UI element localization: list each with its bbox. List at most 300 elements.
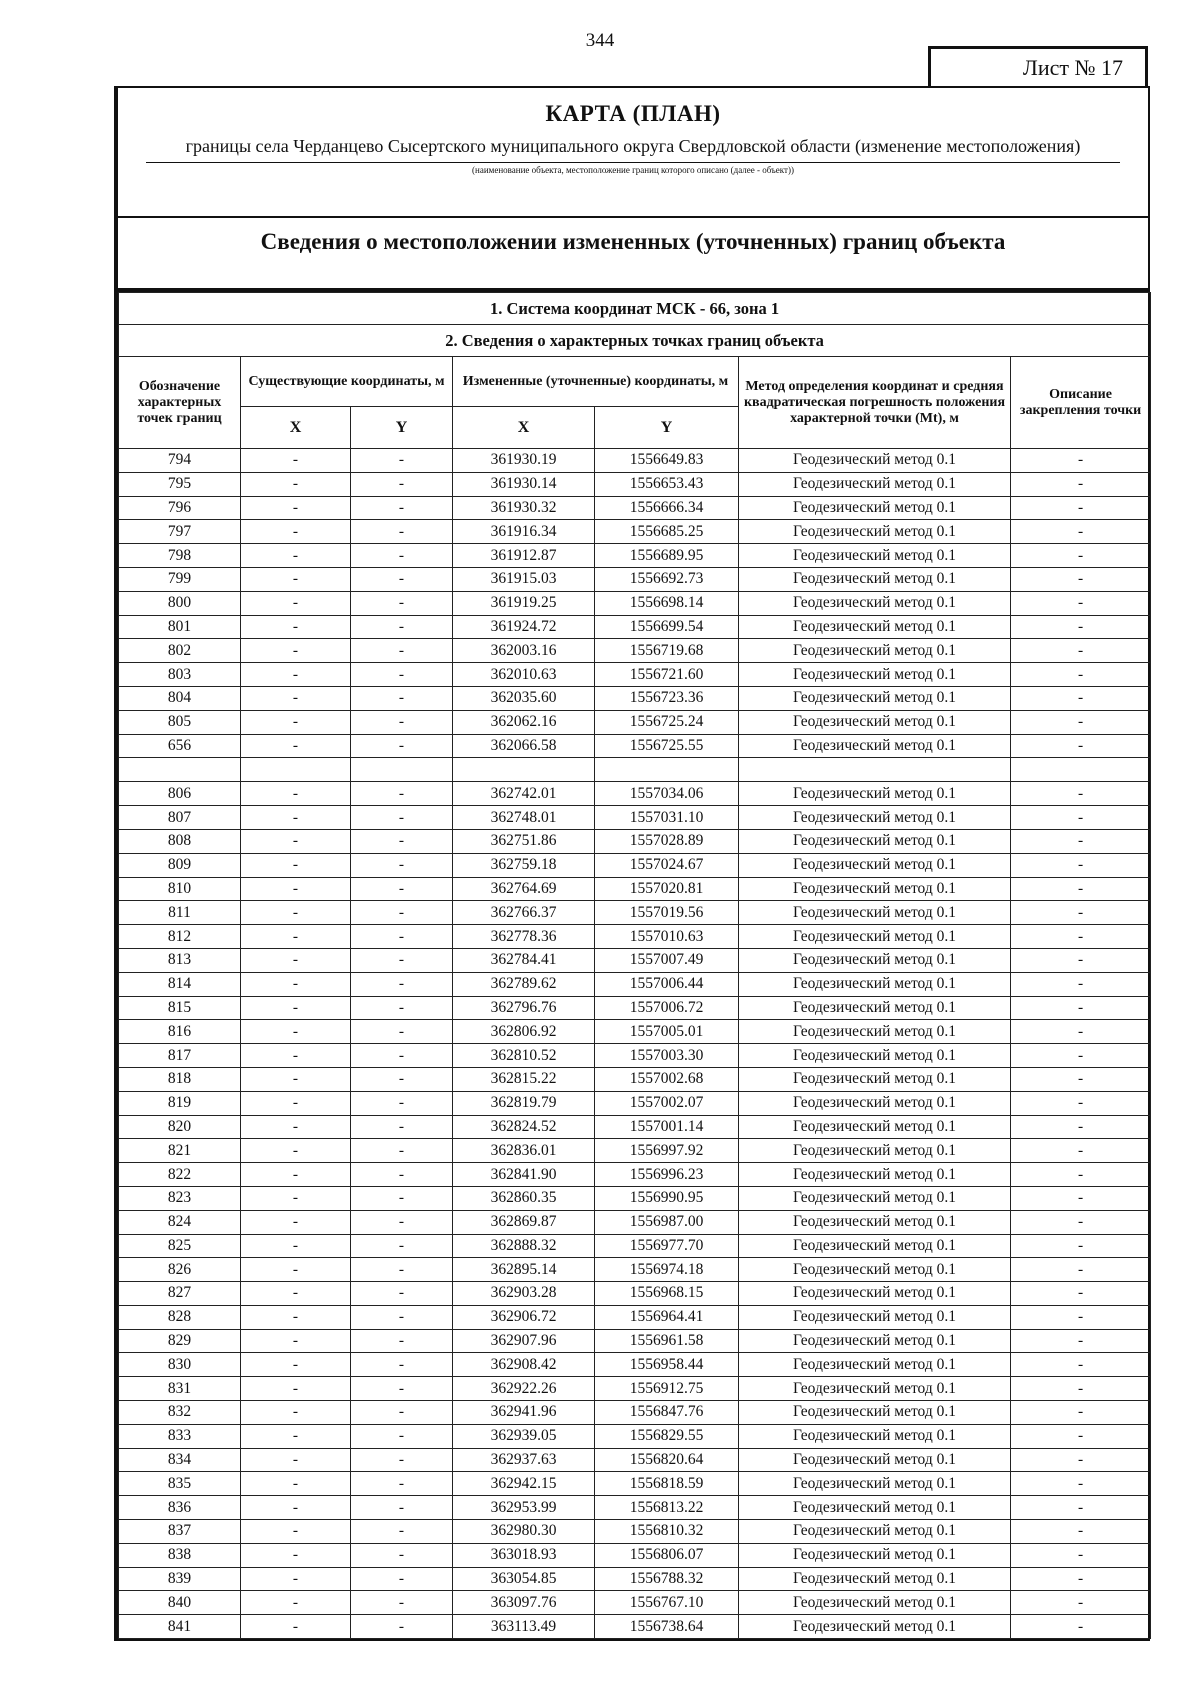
method-cell: Геодезический метод 0.1 [739, 639, 1011, 663]
table-row [119, 1186, 1151, 1210]
point-id-cell: 802 [119, 639, 241, 663]
fixing-cell: - [1011, 1234, 1151, 1258]
title-block [118, 88, 1148, 218]
table-row [119, 1305, 1151, 1329]
col-changed-header: Измененные (уточненные) координаты, м [453, 357, 739, 407]
changed-y-cell: 1557006.72 [595, 996, 739, 1020]
point-id-cell: 816 [119, 1020, 241, 1044]
fixing-cell: - [1011, 472, 1151, 496]
point-id-cell: 803 [119, 663, 241, 687]
changed-y-cell: 1556820.64 [595, 1448, 739, 1472]
changed-x-cell: 362789.62 [453, 972, 595, 996]
changed-y-cell: 1556699.54 [595, 615, 739, 639]
table-row [119, 449, 1151, 473]
changed-y-cell: 1557007.49 [595, 948, 739, 972]
table-row [119, 1329, 1151, 1353]
method-cell: Геодезический метод 0.1 [739, 806, 1011, 830]
fixing-cell: - [1011, 1258, 1151, 1282]
changed-y-cell: 1556987.00 [595, 1210, 739, 1234]
fixing-cell: - [1011, 1305, 1151, 1329]
changed-y-cell: 1556958.44 [595, 1353, 739, 1377]
existing-x-cell: - [241, 1020, 351, 1044]
point-id-cell: 795 [119, 472, 241, 496]
fixing-cell: - [1011, 877, 1151, 901]
table-row [119, 1115, 1151, 1139]
method-cell: Геодезический метод 0.1 [739, 1615, 1011, 1639]
existing-x-cell: - [241, 1234, 351, 1258]
fixing-cell: - [1011, 1496, 1151, 1520]
changed-x-cell: 361924.72 [453, 615, 595, 639]
point-id-cell: 824 [119, 1210, 241, 1234]
method-cell: Геодезический метод 0.1 [739, 472, 1011, 496]
method-cell: Геодезический метод 0.1 [739, 925, 1011, 949]
changed-x-cell: 362836.01 [453, 1139, 595, 1163]
existing-x-cell: - [241, 1329, 351, 1353]
existing-y-cell: - [351, 901, 453, 925]
table-row [119, 567, 1151, 591]
table-row [119, 1520, 1151, 1544]
method-cell: Геодезический метод 0.1 [739, 1186, 1011, 1210]
changed-x-cell: 362939.05 [453, 1424, 595, 1448]
method-cell: Геодезический метод 0.1 [739, 853, 1011, 877]
existing-x-cell: - [241, 544, 351, 568]
changed-y-cell: 1556818.59 [595, 1472, 739, 1496]
method-cell: Геодезический метод 0.1 [739, 948, 1011, 972]
existing-y-cell: - [351, 449, 453, 473]
changed-x-cell: 362742.01 [453, 782, 595, 806]
changed-y-cell: 1556806.07 [595, 1543, 739, 1567]
fixing-cell: - [1011, 1067, 1151, 1091]
col-fixing-header: Описание закрепления точки [1011, 357, 1151, 449]
existing-y-cell: - [351, 520, 453, 544]
method-cell: Геодезический метод 0.1 [739, 663, 1011, 687]
point-id-cell: 817 [119, 1044, 241, 1068]
fixing-cell: - [1011, 710, 1151, 734]
point-id-cell: 815 [119, 996, 241, 1020]
point-id-cell: 813 [119, 948, 241, 972]
changed-y-cell: 1556961.58 [595, 1329, 739, 1353]
existing-y-cell: - [351, 663, 453, 687]
existing-y-cell: - [351, 1020, 453, 1044]
table-row [119, 853, 1151, 877]
existing-x-cell: - [241, 520, 351, 544]
point-id-cell: 833 [119, 1424, 241, 1448]
point-id-cell: 809 [119, 853, 241, 877]
method-cell: Геодезический метод 0.1 [739, 1377, 1011, 1401]
existing-x-cell: - [241, 639, 351, 663]
existing-y-cell: - [351, 972, 453, 996]
changed-y-cell: 1556974.18 [595, 1258, 739, 1282]
changed-y-cell: 1557034.06 [595, 782, 739, 806]
changed-y-cell: 1557003.30 [595, 1044, 739, 1068]
method-cell: Геодезический метод 0.1 [739, 1496, 1011, 1520]
existing-y-cell: - [351, 1305, 453, 1329]
point-id-cell: 834 [119, 1448, 241, 1472]
fixing-cell: - [1011, 1567, 1151, 1591]
fixing-cell: - [1011, 496, 1151, 520]
method-cell: Геодезический метод 0.1 [739, 782, 1011, 806]
table-row [119, 639, 1151, 663]
changed-y-cell: 1557002.68 [595, 1067, 739, 1091]
changed-y-cell: 1556685.25 [595, 520, 739, 544]
point-id-cell: 826 [119, 1258, 241, 1282]
points-section-label: 2. Сведения о характерных точках границ объекта [119, 325, 1151, 357]
changed-x-cell: 362869.87 [453, 1210, 595, 1234]
existing-y-cell: - [351, 1186, 453, 1210]
existing-x-cell: - [241, 1567, 351, 1591]
changed-x-cell: 362906.72 [453, 1305, 595, 1329]
changed-y-cell: 1556738.64 [595, 1615, 739, 1639]
col-changed-y-header: Y [595, 407, 739, 449]
changed-x-cell: 363018.93 [453, 1543, 595, 1567]
existing-x-cell: - [241, 1210, 351, 1234]
method-cell: Геодезический метод 0.1 [739, 710, 1011, 734]
changed-x-cell: 362810.52 [453, 1044, 595, 1068]
method-cell: Геодезический метод 0.1 [739, 1329, 1011, 1353]
existing-y-cell: - [351, 1210, 453, 1234]
fixing-cell: - [1011, 782, 1151, 806]
method-cell: Геодезический метод 0.1 [739, 1567, 1011, 1591]
changed-y-cell: 1556689.95 [595, 544, 739, 568]
changed-y-cell: 1557001.14 [595, 1115, 739, 1139]
existing-y-cell: - [351, 1567, 453, 1591]
method-cell: Геодезический метод 0.1 [739, 1163, 1011, 1187]
existing-x-cell: - [241, 1472, 351, 1496]
point-id-cell: 806 [119, 782, 241, 806]
table-row [119, 1377, 1151, 1401]
point-id-cell: 811 [119, 901, 241, 925]
changed-y-cell: 1556977.70 [595, 1234, 739, 1258]
changed-x-cell: 361930.19 [453, 449, 595, 473]
method-cell: Геодезический метод 0.1 [739, 520, 1011, 544]
existing-x-cell: - [241, 1377, 351, 1401]
table-row [119, 1353, 1151, 1377]
existing-x-cell: - [241, 591, 351, 615]
table-row [119, 472, 1151, 496]
table-row [119, 544, 1151, 568]
fixing-cell: - [1011, 925, 1151, 949]
document-title: КАРТА (ПЛАН) [545, 101, 721, 126]
point-id-cell: 828 [119, 1305, 241, 1329]
method-cell: Геодезический метод 0.1 [739, 1234, 1011, 1258]
existing-y-cell: - [351, 1139, 453, 1163]
fixing-cell: - [1011, 1091, 1151, 1115]
method-cell: Геодезический метод 0.1 [739, 449, 1011, 473]
existing-x-cell: - [241, 925, 351, 949]
existing-x-cell: - [241, 1067, 351, 1091]
point-id-cell: 814 [119, 972, 241, 996]
table-row [119, 925, 1151, 949]
existing-y-cell: - [351, 1591, 453, 1615]
changed-y-cell: 1556767.10 [595, 1591, 739, 1615]
point-id-cell: 808 [119, 829, 241, 853]
col-method-header: Метод определения координат и средняя квадратическая погрешность положения характерной точки (Mt), м [739, 357, 1011, 449]
point-id-cell: 807 [119, 806, 241, 830]
existing-x-cell: - [241, 1615, 351, 1639]
col-existing-y-header: Y [351, 407, 453, 449]
table-row [119, 1139, 1151, 1163]
point-id-cell: 835 [119, 1472, 241, 1496]
changed-x-cell: 362937.63 [453, 1448, 595, 1472]
existing-x-cell: - [241, 1282, 351, 1306]
existing-x-cell: - [241, 1543, 351, 1567]
changed-x-cell: 361912.87 [453, 544, 595, 568]
col-designation-header: Обозначение характерных точек границ [119, 357, 241, 449]
method-cell: Геодезический метод 0.1 [739, 591, 1011, 615]
changed-x-cell: 362815.22 [453, 1067, 595, 1091]
point-id-cell: 838 [119, 1543, 241, 1567]
fixing-cell: - [1011, 639, 1151, 663]
changed-y-cell: 1556912.75 [595, 1377, 739, 1401]
table-row [119, 686, 1151, 710]
method-cell: Геодезический метод 0.1 [739, 686, 1011, 710]
point-id-cell: 823 [119, 1186, 241, 1210]
col-existing-header: Существующие координаты, м [241, 357, 453, 407]
point-id-cell: 797 [119, 520, 241, 544]
changed-y-cell: 1556810.32 [595, 1520, 739, 1544]
table-row [119, 948, 1151, 972]
table-row [119, 1282, 1151, 1306]
existing-x-cell: - [241, 948, 351, 972]
method-cell: Геодезический метод 0.1 [739, 734, 1011, 758]
changed-x-cell: 361919.25 [453, 591, 595, 615]
changed-y-cell: 1556725.24 [595, 710, 739, 734]
table-body-group-2 [119, 782, 1151, 1639]
fixing-cell: - [1011, 853, 1151, 877]
existing-y-cell: - [351, 829, 453, 853]
table-row [119, 1401, 1151, 1425]
point-id-cell: 839 [119, 1567, 241, 1591]
method-cell: Геодезический метод 0.1 [739, 901, 1011, 925]
changed-x-cell: 362778.36 [453, 925, 595, 949]
changed-x-cell: 362764.69 [453, 877, 595, 901]
table-row [119, 1472, 1151, 1496]
existing-x-cell: - [241, 710, 351, 734]
existing-x-cell: - [241, 901, 351, 925]
point-id-cell: 812 [119, 925, 241, 949]
fixing-cell: - [1011, 972, 1151, 996]
coordinate-system-label: 1. Система координат МСК - 66, зона 1 [119, 293, 1151, 325]
fixing-cell: - [1011, 1186, 1151, 1210]
fixing-cell: - [1011, 615, 1151, 639]
changed-x-cell: 361930.14 [453, 472, 595, 496]
changed-y-cell: 1556723.36 [595, 686, 739, 710]
table-row [119, 1615, 1151, 1639]
fixing-cell: - [1011, 1115, 1151, 1139]
table-row [119, 591, 1151, 615]
existing-x-cell: - [241, 1401, 351, 1425]
table-separator [119, 758, 1151, 782]
method-cell: Геодезический метод 0.1 [739, 1282, 1011, 1306]
fixing-cell: - [1011, 544, 1151, 568]
changed-x-cell: 362942.15 [453, 1472, 595, 1496]
existing-x-cell: - [241, 496, 351, 520]
point-id-cell: 820 [119, 1115, 241, 1139]
page-number: 344 [585, 30, 615, 51]
table-row [119, 734, 1151, 758]
table-row [119, 877, 1151, 901]
changed-y-cell: 1556964.41 [595, 1305, 739, 1329]
changed-x-cell: 362003.16 [453, 639, 595, 663]
object-caption: (наименование объекта, местоположение границ которого описано (далее - объект)) [472, 165, 794, 175]
changed-x-cell: 362941.96 [453, 1401, 595, 1425]
existing-y-cell: - [351, 734, 453, 758]
existing-y-cell: - [351, 639, 453, 663]
existing-y-cell: - [351, 877, 453, 901]
changed-x-cell: 362953.99 [453, 1496, 595, 1520]
fixing-cell: - [1011, 686, 1151, 710]
existing-x-cell: - [241, 567, 351, 591]
changed-x-cell: 362759.18 [453, 853, 595, 877]
fixing-cell: - [1011, 1377, 1151, 1401]
method-cell: Геодезический метод 0.1 [739, 544, 1011, 568]
changed-x-cell: 362062.16 [453, 710, 595, 734]
table-row [119, 520, 1151, 544]
fixing-cell: - [1011, 948, 1151, 972]
sheet-number-box: Лист № 17 [928, 46, 1148, 88]
table-row [119, 829, 1151, 853]
point-id-cell: 825 [119, 1234, 241, 1258]
table-row [119, 1567, 1151, 1591]
point-id-cell: 822 [119, 1163, 241, 1187]
table-row [119, 496, 1151, 520]
existing-x-cell: - [241, 996, 351, 1020]
changed-x-cell: 362066.58 [453, 734, 595, 758]
existing-x-cell: - [241, 782, 351, 806]
changed-y-cell: 1557005.01 [595, 1020, 739, 1044]
changed-y-cell: 1556666.34 [595, 496, 739, 520]
fixing-cell: - [1011, 734, 1151, 758]
changed-x-cell: 362922.26 [453, 1377, 595, 1401]
fixing-cell: - [1011, 449, 1151, 473]
existing-y-cell: - [351, 925, 453, 949]
changed-y-cell: 1557010.63 [595, 925, 739, 949]
method-cell: Геодезический метод 0.1 [739, 1520, 1011, 1544]
point-id-cell: 819 [119, 1091, 241, 1115]
changed-x-cell: 362806.92 [453, 1020, 595, 1044]
existing-y-cell: - [351, 1543, 453, 1567]
method-cell: Геодезический метод 0.1 [739, 1067, 1011, 1091]
changed-y-cell: 1557006.44 [595, 972, 739, 996]
existing-y-cell: - [351, 1377, 453, 1401]
changed-x-cell: 362035.60 [453, 686, 595, 710]
fixing-cell: - [1011, 1472, 1151, 1496]
fixing-cell: - [1011, 901, 1151, 925]
table-row [119, 1163, 1151, 1187]
existing-x-cell: - [241, 1139, 351, 1163]
fixing-cell: - [1011, 567, 1151, 591]
changed-x-cell: 362766.37 [453, 901, 595, 925]
existing-x-cell: - [241, 1305, 351, 1329]
table-row [119, 1234, 1151, 1258]
existing-y-cell: - [351, 1282, 453, 1306]
changed-y-cell: 1556788.32 [595, 1567, 739, 1591]
table-row [119, 710, 1151, 734]
method-cell: Геодезический метод 0.1 [739, 1543, 1011, 1567]
point-id-cell: 798 [119, 544, 241, 568]
point-id-cell: 799 [119, 567, 241, 591]
table-row [119, 615, 1151, 639]
point-id-cell: 841 [119, 1615, 241, 1639]
existing-y-cell: - [351, 948, 453, 972]
table-body-group-1 [119, 449, 1151, 758]
existing-x-cell: - [241, 1496, 351, 1520]
existing-x-cell: - [241, 806, 351, 830]
changed-y-cell: 1556996.23 [595, 1163, 739, 1187]
object-name: границы села Черданцево Сысертского муниципального округа Свердловской области (изменение местоположения) [185, 136, 1081, 156]
table-row [119, 1424, 1151, 1448]
changed-x-cell: 361930.32 [453, 496, 595, 520]
existing-y-cell: - [351, 806, 453, 830]
changed-x-cell: 363097.76 [453, 1591, 595, 1615]
existing-x-cell: - [241, 1044, 351, 1068]
changed-x-cell: 362748.01 [453, 806, 595, 830]
existing-x-cell: - [241, 1163, 351, 1187]
method-cell: Геодезический метод 0.1 [739, 1353, 1011, 1377]
changed-x-cell: 362796.76 [453, 996, 595, 1020]
existing-y-cell: - [351, 1424, 453, 1448]
point-id-cell: 831 [119, 1377, 241, 1401]
existing-y-cell: - [351, 1067, 453, 1091]
changed-y-cell: 1556813.22 [595, 1496, 739, 1520]
table-row [119, 663, 1151, 687]
existing-y-cell: - [351, 1448, 453, 1472]
point-id-cell: 794 [119, 449, 241, 473]
changed-y-cell: 1556692.73 [595, 567, 739, 591]
method-cell: Геодезический метод 0.1 [739, 972, 1011, 996]
fixing-cell: - [1011, 1353, 1151, 1377]
point-id-cell: 804 [119, 686, 241, 710]
changed-y-cell: 1557028.89 [595, 829, 739, 853]
table-row [119, 1543, 1151, 1567]
changed-y-cell: 1556847.76 [595, 1401, 739, 1425]
fixing-cell: - [1011, 1044, 1151, 1068]
col-existing-x-header: X [241, 407, 351, 449]
changed-x-cell: 362908.42 [453, 1353, 595, 1377]
fixing-cell: - [1011, 1615, 1151, 1639]
existing-y-cell: - [351, 782, 453, 806]
existing-x-cell: - [241, 449, 351, 473]
fixing-cell: - [1011, 1282, 1151, 1306]
existing-y-cell: - [351, 544, 453, 568]
existing-y-cell: - [351, 1258, 453, 1282]
fixing-cell: - [1011, 1448, 1151, 1472]
changed-x-cell: 362888.32 [453, 1234, 595, 1258]
table-row [119, 1496, 1151, 1520]
table-row [119, 1091, 1151, 1115]
section-title: Сведения о местоположении измененных (уточненных) границ объекта [118, 218, 1148, 292]
existing-y-cell: - [351, 615, 453, 639]
method-cell: Геодезический метод 0.1 [739, 829, 1011, 853]
changed-y-cell: 1556719.68 [595, 639, 739, 663]
table-row [119, 782, 1151, 806]
existing-y-cell: - [351, 496, 453, 520]
point-id-cell: 829 [119, 1329, 241, 1353]
existing-y-cell: - [351, 1472, 453, 1496]
method-cell: Геодезический метод 0.1 [739, 1258, 1011, 1282]
changed-x-cell: 362841.90 [453, 1163, 595, 1187]
existing-y-cell: - [351, 1044, 453, 1068]
method-cell: Геодезический метод 0.1 [739, 1424, 1011, 1448]
existing-y-cell: - [351, 1615, 453, 1639]
existing-y-cell: - [351, 591, 453, 615]
changed-y-cell: 1557024.67 [595, 853, 739, 877]
changed-x-cell: 361916.34 [453, 520, 595, 544]
existing-y-cell: - [351, 1163, 453, 1187]
fixing-cell: - [1011, 806, 1151, 830]
changed-y-cell: 1556997.92 [595, 1139, 739, 1163]
fixing-cell: - [1011, 996, 1151, 1020]
